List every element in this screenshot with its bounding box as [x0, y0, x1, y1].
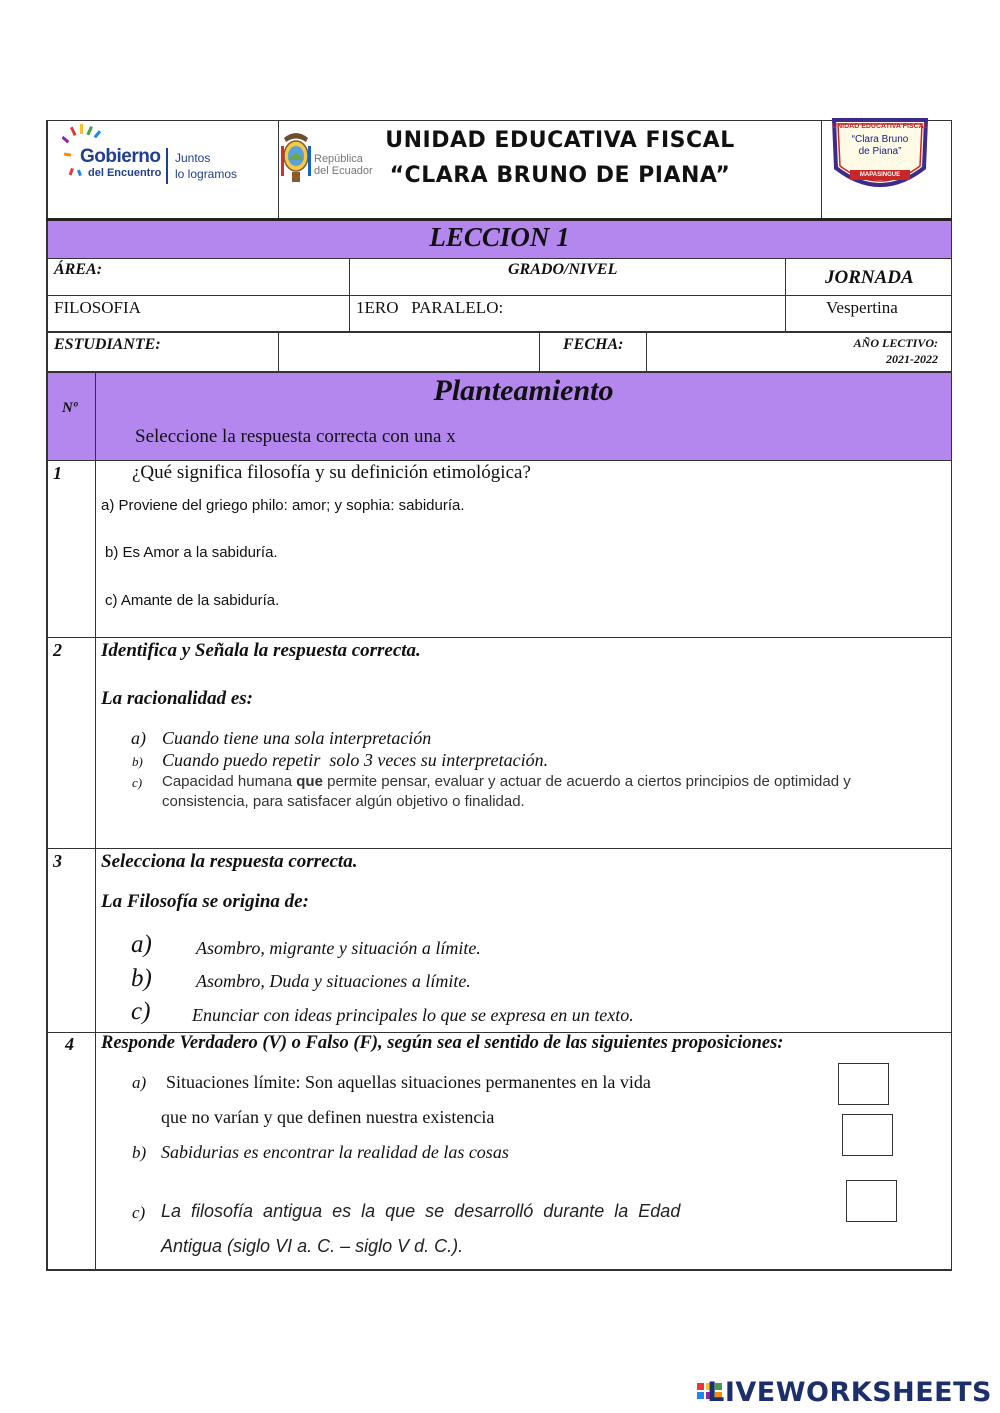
question-1-bottom-rule [46, 637, 952, 638]
question-2-option-c-letter: c) [132, 775, 143, 790]
grade-value: 1ERO PARALELO: [356, 298, 504, 317]
question-4-option-b-text: Sabidurias es encontrar la realidad de las cosas [161, 1142, 509, 1162]
table-head-instruction: Seleccione la respuesta correcta con una x [135, 426, 456, 447]
government-logo-separator [166, 148, 168, 184]
question-3-option-b[interactable]: Asombro, Duda y situaciones a límite. [196, 971, 471, 991]
question-2-option-a-letter: a) [131, 728, 146, 748]
shift-label: JORNADA [825, 267, 914, 288]
lesson-title: LECCION 1 [429, 222, 570, 252]
question-2-option-c-text-2: permite pensar, evaluar y actuar de acuerdo a ciertos principios de optimidad y [322, 773, 851, 790]
question-4-option-b-letter: b) [132, 1143, 147, 1162]
question-4-option-a-line1: Situaciones límite: Son aquellas situaciones permanentes en la vida [166, 1072, 651, 1092]
government-logo-subname: del Encuentro [88, 167, 162, 179]
frame-top [46, 120, 952, 121]
number-column-label: Nº [62, 400, 78, 416]
question-4-heading: Responde Verdadero (V) o Falso (F), según sea el sentido de las siguientes proposiciones: [101, 1033, 784, 1053]
area-label: ÁREA: [54, 261, 103, 278]
school-year-value: 2021-2022 [886, 352, 938, 366]
question-2-option-b-letter: b) [132, 754, 143, 769]
question-2-bottom-rule [46, 848, 952, 849]
number-column-divider [95, 373, 96, 1270]
question-3-option-b-letter: b) [131, 965, 152, 992]
area-value: FILOSOFIA [54, 298, 141, 317]
republic-line2: del Ecuador [314, 165, 373, 177]
question-4-option-b-answer-box[interactable] [842, 1114, 893, 1156]
question-4-option-c-line2: Antigua (siglo VI a. C. – siglo V d. C.). [161, 1236, 464, 1256]
header-divider-2 [821, 120, 822, 219]
school-name-title: “CLARA BRUNO DE PIANA” [389, 163, 731, 188]
government-slogan-line2: lo logramos [175, 167, 238, 181]
table-head-bottom-rule [46, 460, 952, 461]
rule-1 [46, 258, 952, 259]
question-2-option-b[interactable]: Cuando puedo repetir solo 3 veces su interpretación. [162, 750, 549, 770]
question-3-heading: Selecciona la respuesta correcta. [101, 851, 358, 872]
question-4-number: 4 [65, 1034, 74, 1054]
question-3-option-c[interactable]: Enunciar con ideas principales lo que se expresa en un texto. [192, 1005, 634, 1025]
question-2-option-c-line2: consistencia, para satisfacer algún objetivo o finalidad. [162, 793, 525, 810]
badge-top-text: UNIDAD EDUCATIVA FISCAL [832, 123, 928, 130]
question-2-option-c-bold: que [296, 773, 323, 790]
rule-2 [46, 295, 952, 296]
frame-right [951, 120, 952, 1270]
info-divider-1 [349, 258, 350, 332]
school-badge [828, 112, 932, 196]
school-type-title: UNIDAD EDUCATIVA FISCAL [385, 128, 735, 153]
question-2-subheading: La racionalidad es: [101, 688, 253, 709]
question-3-option-c-letter: c) [131, 998, 151, 1025]
question-1-number: 1 [53, 463, 62, 483]
shift-value: Vespertina [826, 298, 898, 317]
question-3-option-a[interactable]: Asombro, migrante y situación a límite. [196, 938, 481, 958]
question-1-prompt: ¿Qué significa filosofía y su definición etimológica? [132, 462, 531, 483]
question-4-option-a-letter: a) [132, 1073, 147, 1092]
date-label: FECHA: [563, 336, 624, 353]
school-year-label: AÑO LECTIVO: [853, 336, 938, 350]
badge-bottom-text: MAPASINGUE [859, 172, 901, 178]
question-1-option-a[interactable]: a) Proviene del griego philo: amor; y sophia: sabiduría. [101, 497, 465, 514]
info-divider-2 [785, 258, 786, 332]
question-4-option-a-answer-box[interactable] [838, 1063, 889, 1105]
government-logo-name: Gobierno [80, 146, 161, 167]
frame-left [46, 120, 48, 1270]
question-4-option-a-line2: que no varían y que definen nuestra existencia [161, 1107, 495, 1127]
question-3-option-a-letter: a) [131, 931, 152, 958]
grade-label: GRADO/NIVEL [508, 261, 618, 278]
government-slogan-line1: Juntos [175, 151, 211, 165]
question-2-option-c-text-1: Capacidad humana [162, 773, 297, 790]
table-head-title: Planteamiento [433, 374, 614, 407]
rule-3 [46, 331, 952, 333]
question-4-option-c-answer-box[interactable] [846, 1180, 897, 1222]
info-divider-4 [539, 332, 540, 372]
student-label: ESTUDIANTE: [54, 336, 161, 353]
question-2-option-c[interactable] [162, 773, 851, 790]
question-4-option-c-letter: c) [132, 1203, 146, 1222]
question-3-subheading: La Filosofía se origina de: [101, 891, 309, 912]
question-2-number: 2 [53, 640, 62, 660]
question-1-option-c[interactable]: c) Amante de la sabiduría. [105, 592, 280, 609]
question-1-option-b[interactable]: b) Es Amor a la sabiduría. [105, 544, 278, 561]
info-divider-3 [278, 332, 279, 372]
liveworksheets-watermark: LIVEWORKSHEETS [707, 1377, 992, 1408]
frame-bottom [46, 1269, 952, 1271]
question-4-option-c-line1: La filosofía antigua es la que se desarrolló durante la Edad [161, 1201, 681, 1221]
student-name-field[interactable] [282, 334, 536, 369]
badge-name-line2: de Piana” [858, 146, 902, 157]
question-3-number: 3 [53, 851, 62, 871]
question-2-heading: Identifica y Señala la respuesta correcta. [101, 640, 421, 661]
republic-line1: República [314, 153, 363, 165]
question-2-option-a[interactable]: Cuando tiene una sola interpretación [162, 728, 432, 748]
date-field[interactable] [650, 334, 840, 369]
government-logo [62, 124, 252, 184]
badge-name-line1: “Clara Bruno [851, 134, 909, 145]
info-divider-5 [646, 332, 647, 372]
